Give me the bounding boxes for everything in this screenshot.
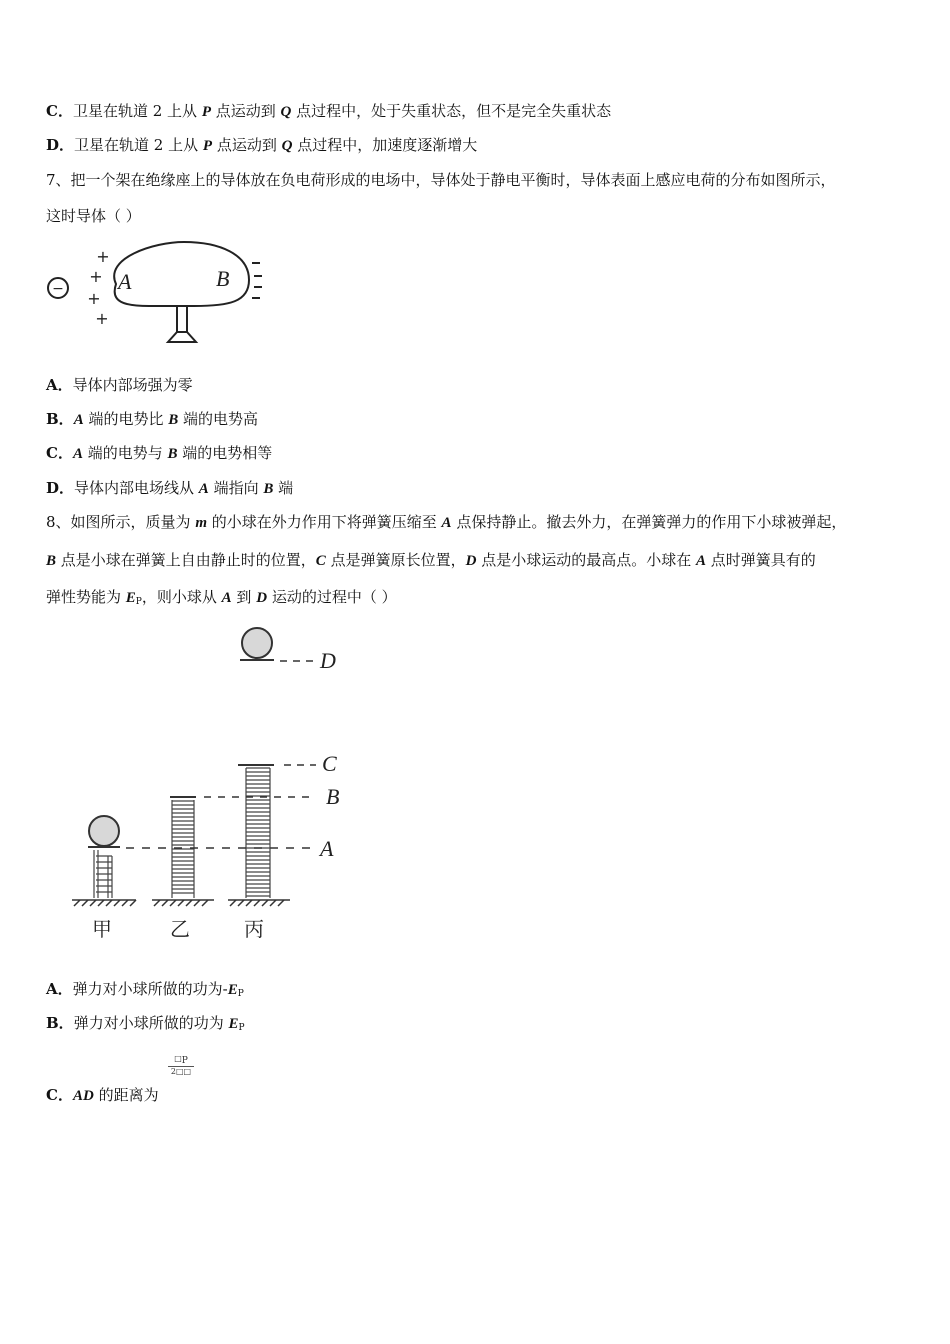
numerator-subscript: P bbox=[181, 1056, 188, 1066]
text: 点是弹簧原长位置， bbox=[325, 551, 466, 569]
q8-stem-line2 bbox=[46, 550, 816, 571]
q8-stem-line3 bbox=[46, 587, 397, 612]
text: 卫星在轨道 2 上从 bbox=[72, 102, 202, 120]
fraction-numerator bbox=[168, 1054, 194, 1067]
text: 端的电势与 bbox=[82, 444, 168, 462]
text: 的距离为 bbox=[93, 1086, 159, 1104]
label-c: C bbox=[322, 751, 337, 776]
q8-spring-figure bbox=[66, 620, 356, 945]
ball-on-jia bbox=[89, 816, 119, 846]
fraction-denominator: 2□□ bbox=[170, 1067, 192, 1076]
text: 点是小球运动的最高点。小球在 bbox=[476, 551, 696, 569]
italic-m: m bbox=[195, 515, 207, 531]
spring-jia-coils bbox=[94, 850, 112, 898]
italic-q: Q bbox=[280, 104, 292, 120]
italic-b: B bbox=[167, 446, 178, 462]
subscript-p: P bbox=[238, 1023, 245, 1033]
plus-charge: + bbox=[96, 247, 110, 266]
label-bing: 丙 bbox=[244, 917, 264, 941]
label-a: A bbox=[118, 269, 132, 294]
q8-option-c bbox=[46, 1085, 159, 1106]
text: 端的电势比 bbox=[83, 410, 169, 428]
option-label: C． bbox=[46, 1086, 73, 1104]
q7-stem-line1: 7、把一个架在绝缘座上的导体放在负电荷形成的电场中，导体处于静电平衡时，导体表面上感应电荷的分布如图所示， bbox=[46, 171, 836, 189]
label-yi: 乙 bbox=[170, 917, 190, 941]
italic-q: Q bbox=[281, 138, 293, 154]
text: 点运动到 bbox=[212, 136, 282, 154]
italic-p: P bbox=[201, 104, 211, 120]
italic-d: D bbox=[465, 553, 477, 569]
text: 点时弹簧具有的 bbox=[706, 551, 816, 569]
text: 的小球在外力作用下将弹簧压缩至 bbox=[206, 513, 442, 531]
text: 运动的过程中（ ） bbox=[267, 588, 397, 606]
numerator-symbol: □ bbox=[174, 1054, 182, 1063]
spring-bing-coils bbox=[246, 768, 270, 898]
italic-e: E bbox=[228, 1016, 239, 1032]
text: 点过程中，处于失重状态，但不是完全失重状态 bbox=[291, 102, 612, 120]
label-b: B bbox=[216, 266, 230, 291]
text: 端指向 bbox=[208, 479, 264, 497]
italic-c: C bbox=[315, 553, 326, 569]
text: 8、如图所示，质量为 bbox=[46, 513, 196, 531]
label-d: D bbox=[320, 648, 336, 673]
text: 弹力对小球所做的功为 bbox=[73, 1014, 229, 1032]
italic-b: B bbox=[46, 553, 57, 569]
text: 弹力对小球所做的功为- bbox=[72, 980, 228, 998]
ball-at-d bbox=[242, 628, 272, 658]
label-b: B bbox=[326, 784, 340, 809]
option-label: D． bbox=[46, 136, 75, 154]
italic-a: A bbox=[695, 553, 706, 569]
q7-option-a bbox=[46, 375, 193, 395]
q8-option-b bbox=[46, 1013, 245, 1038]
text: 导体内部电场线从 bbox=[74, 479, 199, 497]
subscript-p: P bbox=[135, 597, 142, 607]
option-label: C． bbox=[46, 102, 73, 120]
italic-b: B bbox=[263, 481, 274, 497]
text: 端的电势高 bbox=[178, 410, 259, 428]
q6-option-d bbox=[46, 135, 477, 156]
text: 点过程中，加速度逐渐增大 bbox=[292, 136, 478, 154]
italic-e: E bbox=[227, 982, 238, 998]
italic-a: A bbox=[72, 446, 83, 462]
italic-d: D bbox=[256, 590, 268, 606]
negative-charge-sign: − bbox=[52, 281, 64, 297]
fraction bbox=[168, 1054, 194, 1077]
text: 到 bbox=[231, 588, 257, 606]
spring-yi-coils bbox=[172, 800, 194, 898]
text: ，则小球从 bbox=[141, 588, 222, 606]
text: 导体内部场强为零 bbox=[72, 376, 193, 394]
q7-option-b bbox=[46, 409, 258, 430]
italic-b: B bbox=[168, 412, 179, 428]
italic-a: A bbox=[198, 481, 209, 497]
text: 弹性势能为 bbox=[46, 588, 126, 606]
plus-charge: + bbox=[95, 309, 109, 328]
option-label: D． bbox=[46, 479, 75, 497]
q8-option-a bbox=[46, 979, 244, 1004]
q6-option-c bbox=[46, 101, 611, 122]
subscript-p: P bbox=[237, 989, 244, 999]
option-label: A． bbox=[46, 980, 73, 998]
option-label: A． bbox=[46, 376, 73, 394]
italic-a: A bbox=[441, 515, 452, 531]
label-a: A bbox=[320, 836, 334, 861]
ground-hatching bbox=[72, 900, 290, 906]
text: 端的电势相等 bbox=[177, 444, 273, 462]
text: 点是小球在弹簧上自由静止时的位置， bbox=[56, 551, 316, 569]
q8-stem-line1 bbox=[46, 512, 846, 533]
q7-option-c bbox=[46, 443, 272, 464]
text: 卫星在轨道 2 上从 bbox=[74, 136, 203, 154]
plus-charge: + bbox=[89, 267, 103, 286]
italic-a: A bbox=[73, 412, 84, 428]
text: 点运动到 bbox=[210, 102, 281, 120]
text: 端 bbox=[273, 479, 294, 497]
italic-ad: AD bbox=[72, 1088, 94, 1104]
option-label: C． bbox=[46, 444, 73, 462]
q7-stem-line2: 这时导体（ ） bbox=[46, 207, 141, 225]
text: 点保持静止。撤去外力，在弹簧弹力的作用下小球被弹起， bbox=[451, 513, 847, 531]
q7-option-d bbox=[46, 478, 293, 499]
italic-p: P bbox=[202, 138, 213, 154]
italic-a: A bbox=[221, 590, 232, 606]
insulating-stand bbox=[168, 306, 196, 342]
italic-e: E bbox=[125, 590, 136, 606]
q7-conductor-figure bbox=[44, 236, 274, 351]
plus-charge: + bbox=[87, 289, 101, 308]
label-jia: 甲 bbox=[92, 917, 112, 941]
option-label: B． bbox=[46, 1014, 74, 1032]
option-label: B． bbox=[46, 410, 74, 428]
